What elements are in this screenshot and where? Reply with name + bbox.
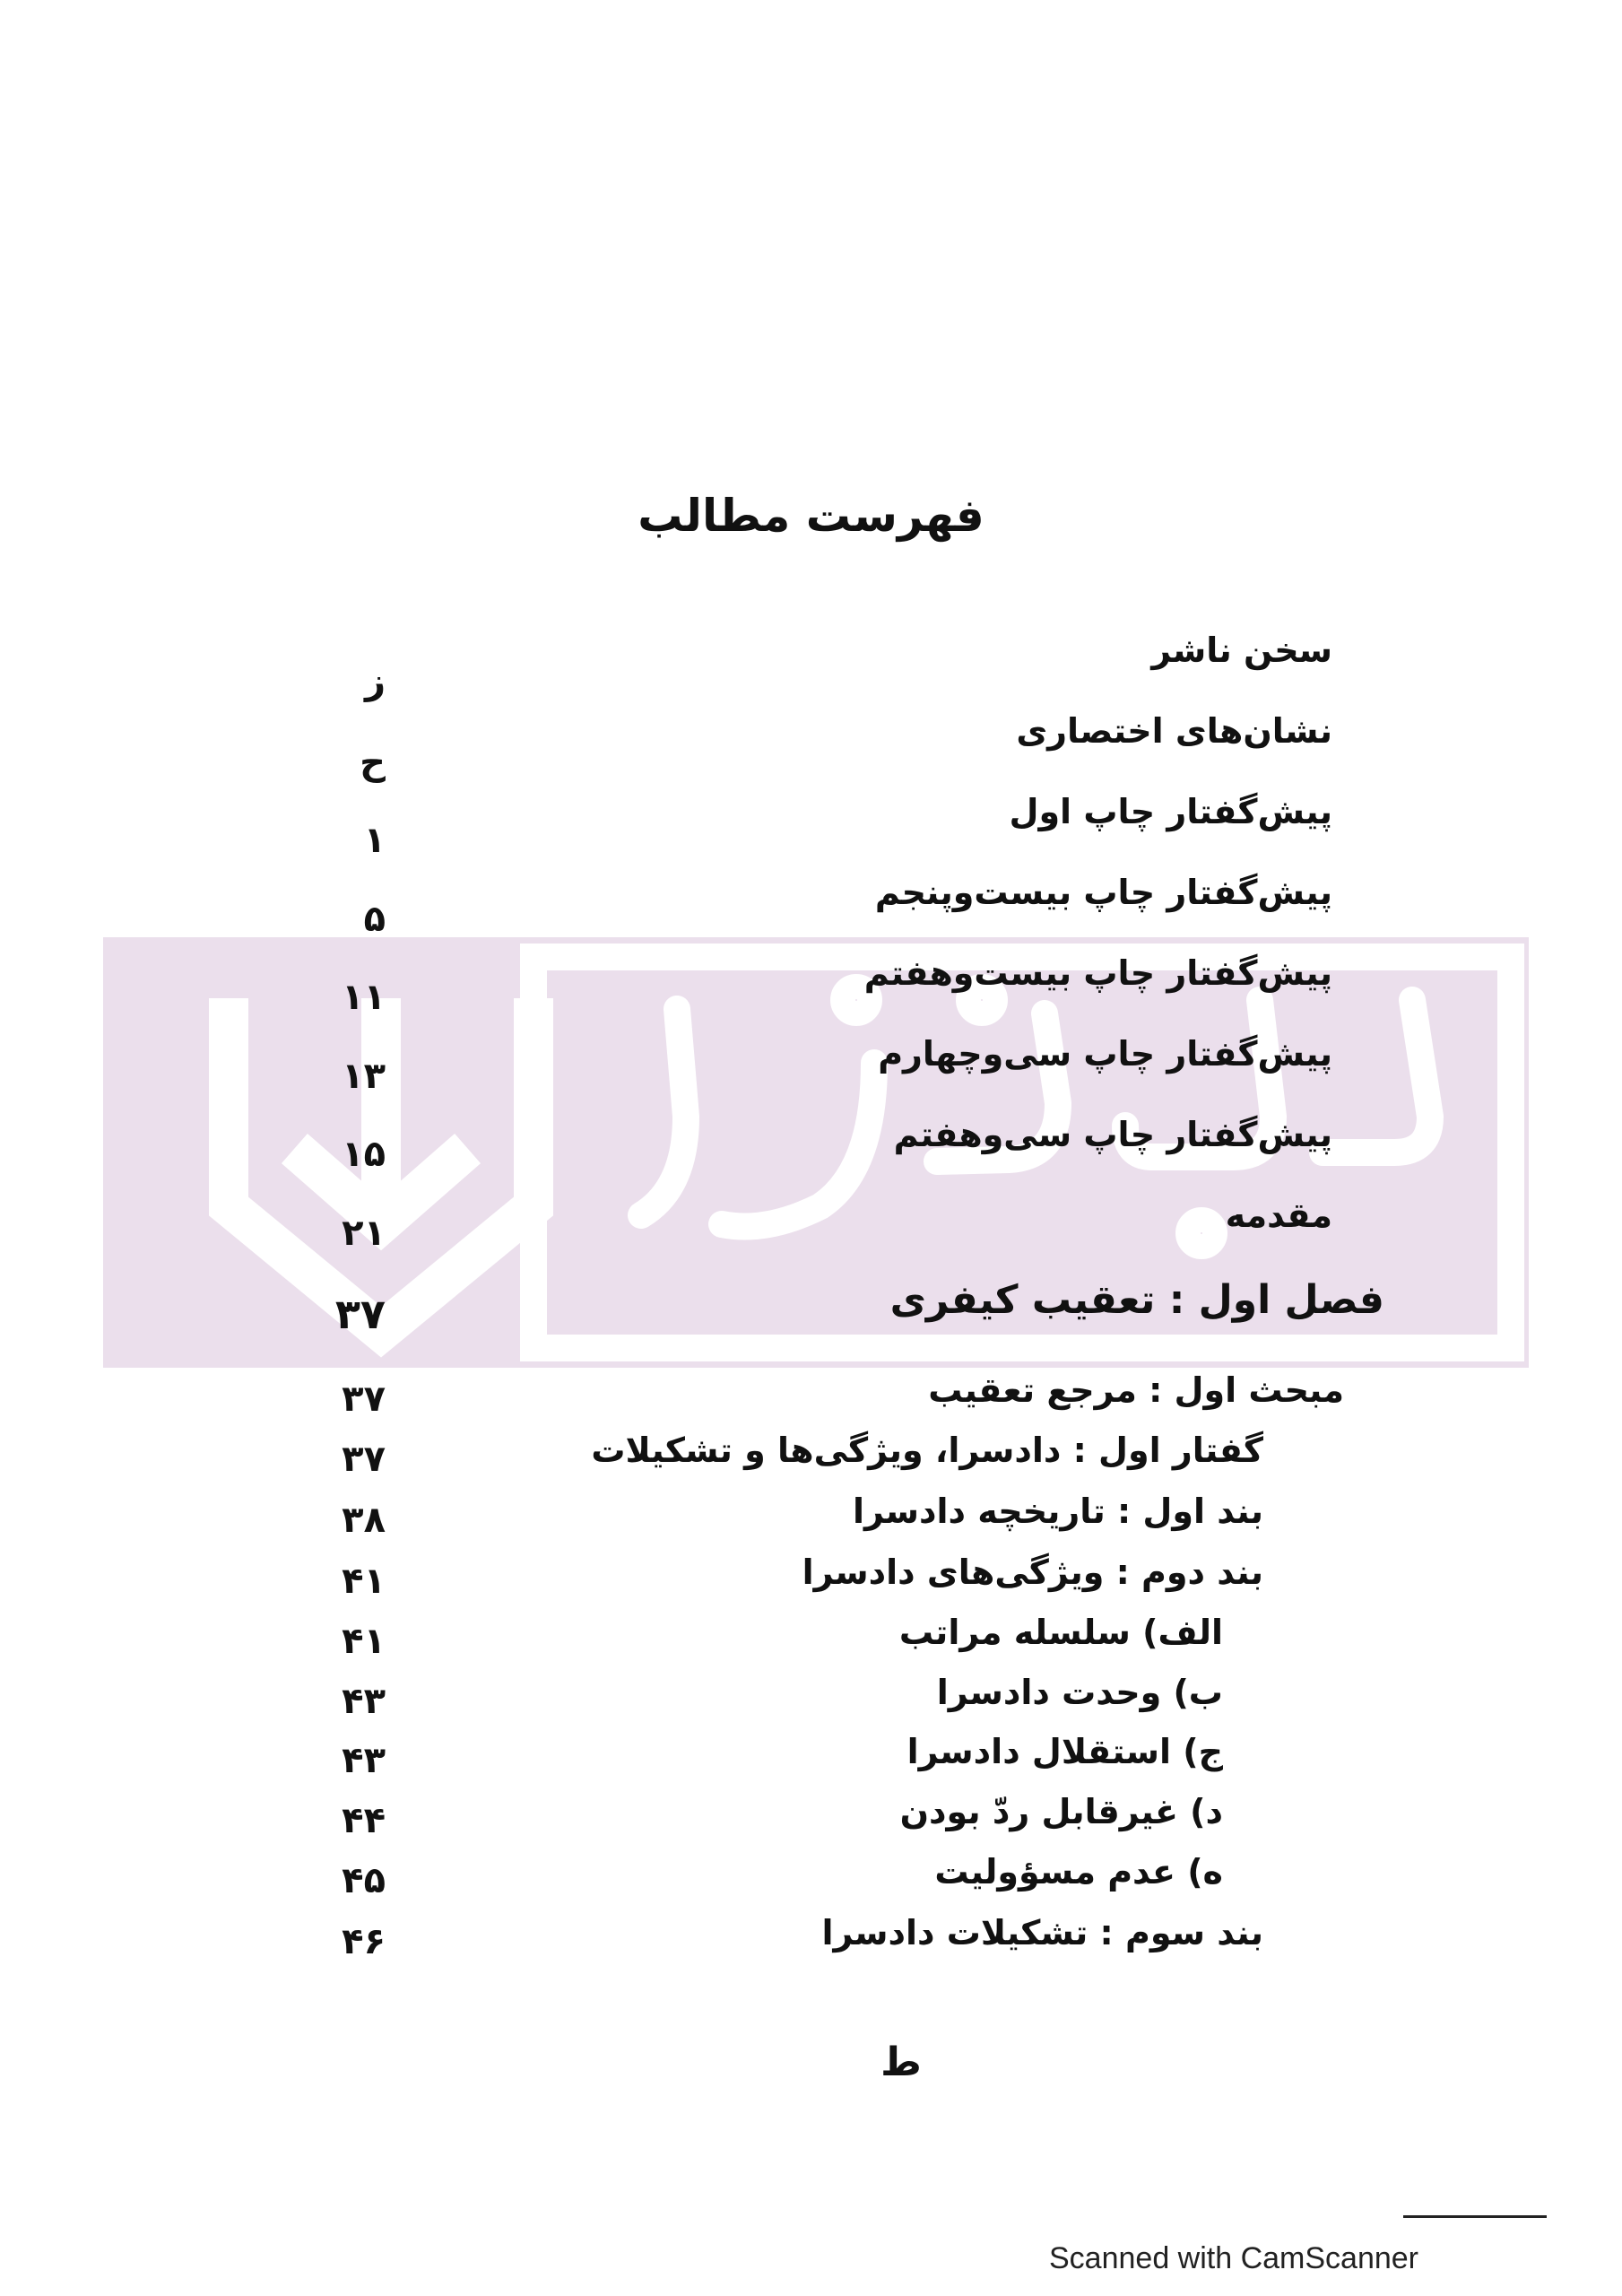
toc-entry-label: گفتار اول : دادسرا، ویژگی‌ها و تشکیلات <box>591 1431 1263 1470</box>
toc-entry-page: ۱۵ <box>342 1134 386 1175</box>
toc-entry-label: مبحث اول : مرجع تعقیب <box>928 1370 1344 1410</box>
toc-entry-page: ۱ <box>363 820 386 861</box>
toc-entry-page: ۴۵ <box>342 1860 386 1901</box>
toc-entry-page: ۲۱ <box>342 1213 386 1254</box>
toc-entry-label: الف) سلسله مراتب <box>898 1613 1223 1652</box>
toc-entry-page: ۱۳ <box>342 1056 386 1097</box>
toc-entry-page: ۱۱ <box>342 977 386 1018</box>
toc-entry-label: سخن ناشر <box>1151 631 1332 670</box>
scanner-watermark-text: Scanned with CamScanner <box>1049 2241 1419 2275</box>
toc-entry-page: ۵ <box>363 899 386 940</box>
toc-entry-label: نشان‌های اختصاری <box>1016 711 1332 751</box>
toc-entry-label: ج) استقلال دادسرا <box>906 1732 1223 1771</box>
toc-entry-label: پیش‌گفتار چاپ بیست‌وپنجم <box>874 873 1332 912</box>
toc-entry-label: پیش‌گفتار چاپ سی‌وچهارم <box>878 1034 1332 1074</box>
toc-entry-label: ب) وحدت دادسرا <box>936 1673 1223 1712</box>
page-title: فهرست مطالب <box>638 490 984 542</box>
page-folio: ط <box>880 2039 922 2085</box>
toc-entry-label: بند اول : تاریخچه دادسرا <box>852 1492 1263 1531</box>
toc-chapter-page: ۳۷ <box>334 1290 386 1338</box>
toc-entry-page: ۴۳ <box>342 1740 386 1781</box>
scanner-divider <box>1403 2215 1547 2218</box>
toc-entry-label: د) غیرقابل ردّ بودن <box>899 1792 1223 1831</box>
toc-entry-page: ۴۱ <box>342 1561 386 1602</box>
toc-entry-page: ۴۳ <box>342 1681 386 1722</box>
toc-entry-page: ۴۱ <box>342 1621 386 1662</box>
toc-entry-label: بند سوم : تشکیلات دادسرا <box>821 1913 1263 1952</box>
toc-entry-page: ۳۸ <box>342 1500 386 1541</box>
toc-chapter-label: فصل اول : تعقیب کیفری <box>889 1277 1384 1323</box>
toc-entry-page: ۴۶ <box>342 1921 386 1962</box>
toc-entry-page: ۴۴ <box>342 1800 386 1841</box>
toc-entry-page: ۳۷ <box>342 1378 386 1420</box>
toc-entry-label: مقدمه <box>1225 1196 1332 1235</box>
toc-entry-label: ه) عدم مسؤولیت <box>934 1852 1223 1892</box>
toc-entry-label: پیش‌گفتار چاپ بیست‌وهفتم <box>863 953 1332 993</box>
toc-entry-page: ح <box>360 742 386 783</box>
toc-entry-label: پیش‌گفتار چاپ اول <box>1009 792 1332 831</box>
toc-entry-label: پیش‌گفتار چاپ سی‌وهفتم <box>893 1115 1332 1154</box>
toc-entry-page: ز <box>364 661 386 702</box>
toc-entry-page: ۳۷ <box>342 1439 386 1480</box>
toc-entry-label: بند دوم : ویژگی‌های دادسرا <box>802 1552 1263 1592</box>
